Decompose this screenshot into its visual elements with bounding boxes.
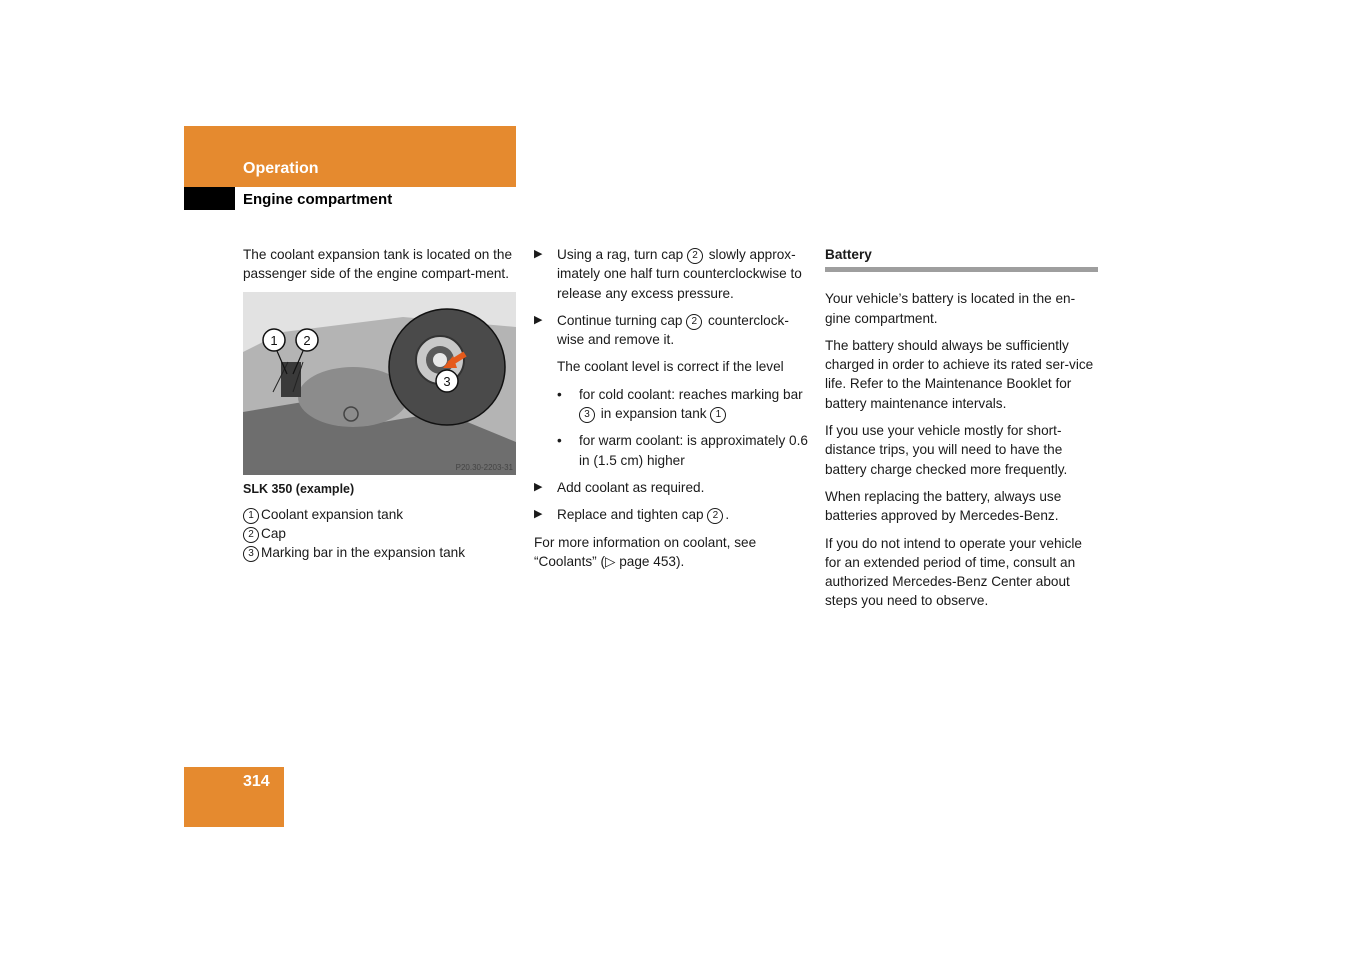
- step-text: counterclock-wise and remove it.: [557, 312, 789, 348]
- bullet-text: in expansion tank: [597, 406, 711, 422]
- step-text: Using a rag, turn cap: [557, 247, 687, 262]
- step-marker-icon: ▶: [534, 480, 543, 493]
- legend-item: [243, 505, 516, 524]
- bullet-item: [534, 431, 810, 470]
- callout-number: 2: [686, 314, 702, 330]
- page-number: 314: [243, 773, 270, 790]
- column-left: [243, 245, 516, 563]
- battery-paragraph: When replacing the battery, always use batteries approved by Mercedes-Benz.: [825, 488, 1062, 524]
- instruction-step: [534, 311, 810, 350]
- callout-number: 1: [243, 508, 259, 524]
- legend-text: Coolant expansion tank: [261, 506, 404, 522]
- svg-text:3: 3: [443, 373, 451, 389]
- callout-number: 3: [243, 546, 259, 562]
- step-text: Add coolant as required.: [557, 479, 705, 495]
- battery-heading: Battery: [825, 245, 1098, 272]
- photo-caption: SLK 350 (example): [243, 481, 355, 496]
- engine-photo-illustration: [243, 292, 516, 475]
- intro-paragraph: The coolant expansion tank is located on the passenger side of the engine compart-ment.: [243, 247, 513, 282]
- svg-text:1: 1: [270, 332, 278, 348]
- svg-text:2: 2: [303, 332, 311, 348]
- battery-paragraph: The battery should always be sufficiently charged in order to achieve its rated ser-vice life. Refer to the Maintenance Booklet for battery maintenance intervals.: [825, 337, 1094, 411]
- callout-number: 3: [579, 407, 595, 423]
- step-marker-icon: ▶: [534, 248, 543, 260]
- step-marker-icon: ▶: [534, 313, 543, 326]
- callout-3: [436, 370, 458, 392]
- step-text: Replace and tighten cap: [557, 507, 708, 523]
- legend-item: [243, 524, 516, 543]
- bullet-text: for warm coolant: is approximately 0.6 in (1.5 cm) higher: [579, 433, 808, 468]
- callout-number: 2: [243, 527, 259, 543]
- callout-number: 2: [707, 508, 723, 524]
- legend-text: Marking bar in the expansion tank: [261, 545, 466, 561]
- photo-reference-code: P20.30-2203-31: [455, 462, 513, 472]
- engine-compartment-photo: [243, 292, 516, 475]
- instruction-step: [534, 478, 810, 497]
- bullet-icon: •: [557, 386, 562, 402]
- bullet-icon: •: [557, 433, 562, 449]
- section-header-bar: [184, 126, 516, 187]
- step-text: Continue turning cap: [557, 312, 687, 328]
- page-subtitle: Engine compartment: [243, 191, 393, 208]
- step-marker-icon: ▶: [534, 508, 543, 521]
- battery-paragraph: Your vehicle’s battery is located in the en-gine compartment.: [825, 291, 1076, 326]
- step-text: .: [725, 507, 730, 523]
- callout-number: 2: [687, 248, 703, 264]
- legend-item: [243, 543, 516, 562]
- legend-text: Cap: [261, 526, 286, 542]
- callout-number: 1: [710, 407, 726, 423]
- column-right: [825, 245, 1098, 619]
- step-text: slowly approx-imately one half turn counterclockwise to release any excess pressure.: [557, 247, 802, 301]
- section-title: Operation: [243, 160, 319, 177]
- bullet-item: [534, 385, 810, 424]
- instruction-step: [534, 505, 810, 524]
- instruction-step: [534, 245, 810, 303]
- battery-paragraph: If you do not intend to operate your vehicle for an extended period of time, consult an authorized Mercedes-Benz Center about steps you need to observe.: [825, 535, 1082, 609]
- cross-reference: For more information on coolant, see “Coolants” (▷ page 453).: [534, 534, 757, 569]
- column-middle: [534, 245, 810, 579]
- battery-paragraph: If you use your vehicle mostly for short-distance trips, you will need to have the battery charge checked more frequently.: [825, 423, 1068, 477]
- level-intro: The coolant level is correct if the level: [557, 359, 784, 375]
- section-tab-marker: [184, 187, 235, 210]
- bullet-text: for cold coolant: reaches marking bar: [579, 386, 803, 402]
